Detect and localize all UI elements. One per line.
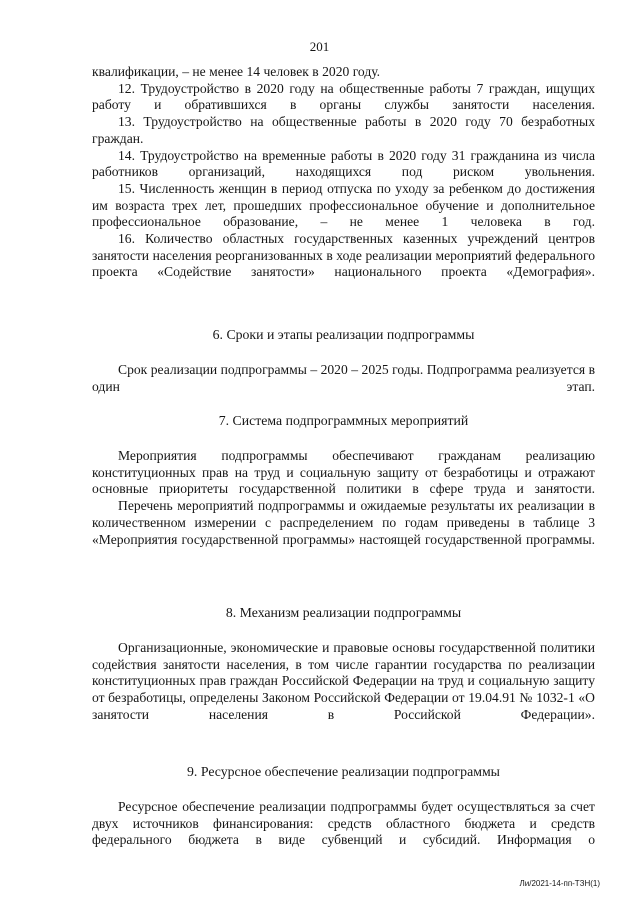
list-item-14: 14. Трудоустройство на временные работы в 2020 году 31 гражданина из числа работников организаций, находящихся под риском увольнения. bbox=[92, 147, 595, 180]
list-item-12: 12. Трудоустройство в 2020 году на общественные работы 7 граждан, ищущих работу и обратившихся в органы службы занятости населения. bbox=[92, 80, 595, 113]
section-8-heading: 8. Механизм реализации подпрограммы bbox=[225, 605, 462, 620]
footer-document-code: Ли/2021-14-пп-ТЗН(1) bbox=[519, 879, 600, 888]
list-item-16: 16. Количество областных государственных казенных учреждений центров занятости населения реорганизованных в ходе реализации мероприятий федерального проекта «Содействие занятости» национального проекта «Демография». bbox=[92, 231, 595, 280]
list-item-13: 13. Трудоустройство на общественные работы в 2020 году 70 безработных граждан. bbox=[92, 114, 595, 146]
section-8-paragraph: Организационные, экономические и правовые основы государственной политики содействия занятости населения, в том числе гарантии государства по реализации конституционных прав граждан Российской Федерации на труд и социальную защиту от безработицы, определены Законом Российской Федерации от 19.04.91 № 1032-1 «О занятости населения в Российской Федерации». bbox=[92, 640, 595, 722]
section-9-paragraph: Ресурсное обеспечение реализации подпрограммы будет осуществляться за счет двух источников финансирования: средств областного бюджета и средств федерального бюджета в виде субвенций и субсидий. Информация о bbox=[92, 799, 595, 848]
list-continuation bbox=[92, 64, 595, 281]
section-6-paragraph: Срок реализации подпрограммы – 2020 – 2025 годы. Подпрограмма реализуется в один этап. bbox=[92, 362, 595, 394]
section-9-body bbox=[92, 799, 595, 849]
section-9-heading: 9. Ресурсное обеспечение реализации подпрограммы bbox=[187, 764, 500, 779]
section-6-heading: 6. Сроки и этапы реализации подпрограммы bbox=[212, 327, 475, 342]
section-8-body bbox=[92, 640, 595, 724]
section-7-heading: 7. Система подпрограммных мероприятий bbox=[218, 413, 469, 428]
section-7-paragraph-2: Перечень мероприятий подпрограммы и ожидаемые результаты их реализации в количественном измерении с распределением по годам приведены в таблице 3 «Мероприятия государственной программы» настоящей государственной программы. bbox=[92, 498, 595, 547]
section-6-body bbox=[92, 362, 595, 395]
page-number: 201 bbox=[309, 39, 330, 54]
section-7-paragraph-1: Мероприятия подпрограммы обеспечивают гражданам реализацию конституционных прав на труд и социальную защиту от безработицы и отражают основные приоритеты государственной политики в сфере труда и занятости. bbox=[92, 448, 595, 497]
list-item-15: 15. Численность женщин в период отпуска по уходу за ребенком до достижения им возраста трех лет, прошедших профессиональное обучение и дополнительное профессиональное образование, – не менее 1 человека в год. bbox=[92, 180, 595, 230]
section-7-body bbox=[92, 448, 595, 548]
list-item-11-tail: квалификации, – не менее 14 человек в 2020 году. bbox=[92, 64, 381, 79]
